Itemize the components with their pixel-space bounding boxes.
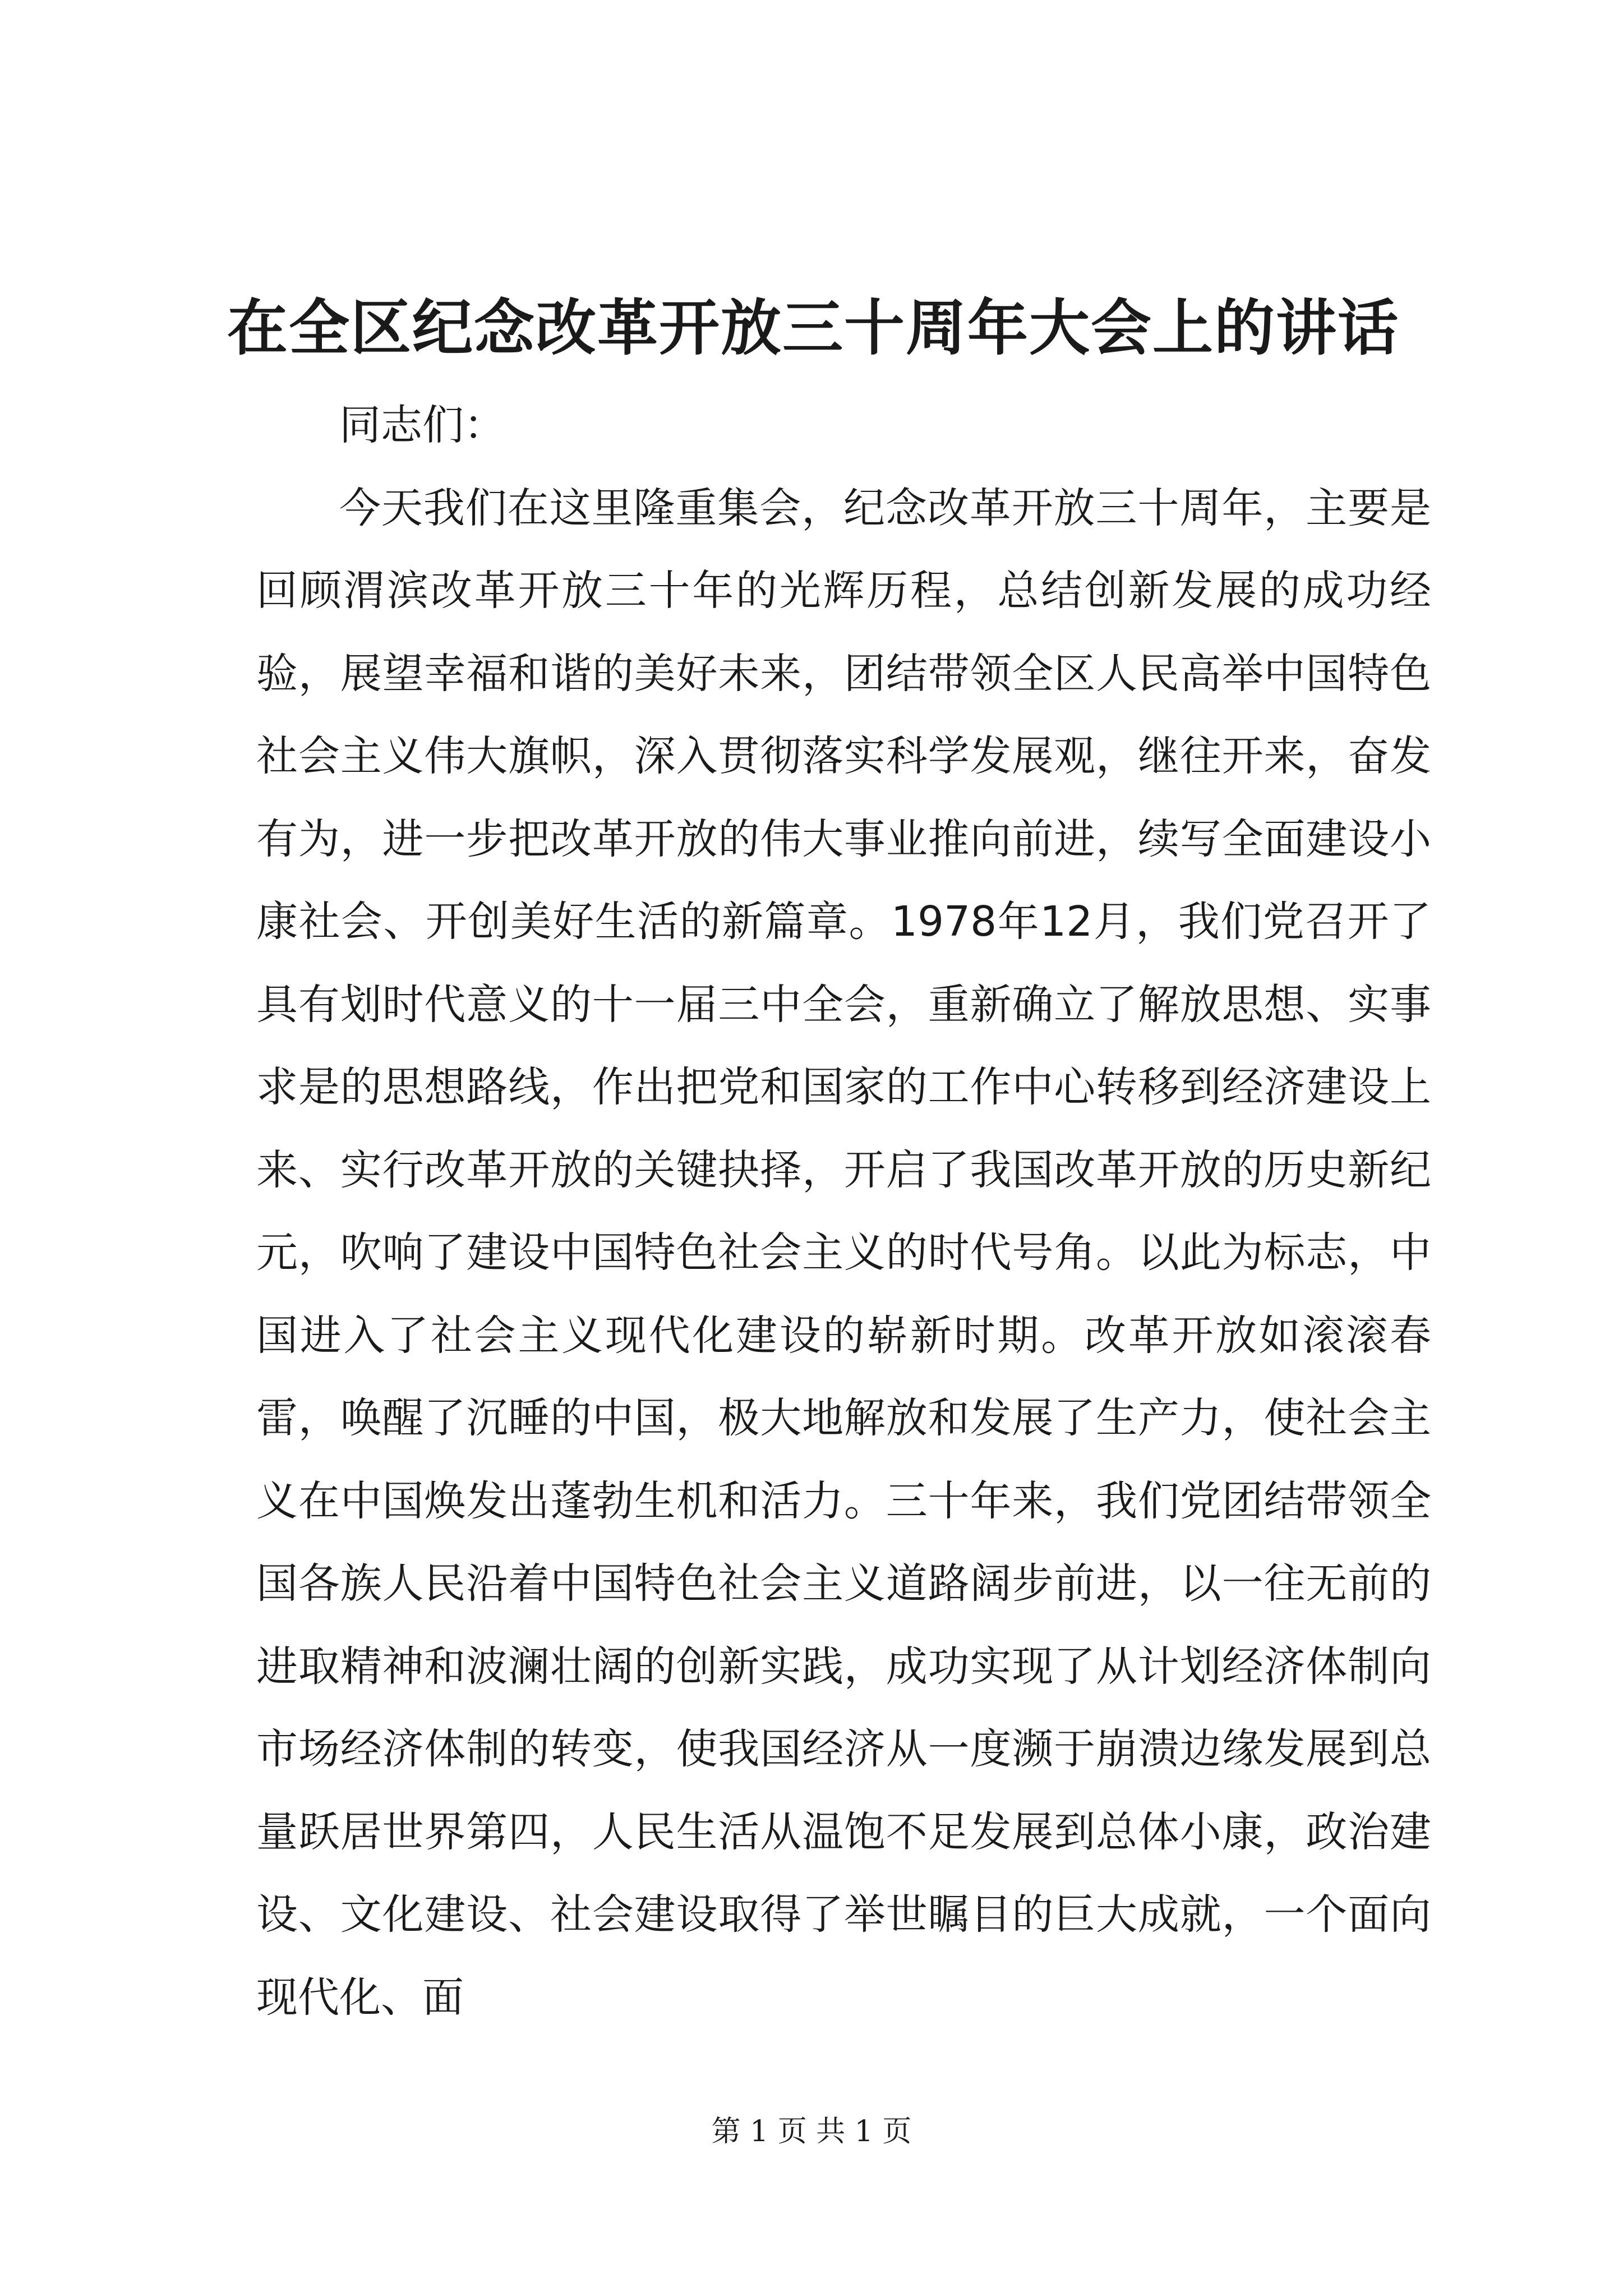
- body-paragraph: 今天我们在这里隆重集会，纪念改革开放三十周年，主要是回顾渭滨改革开放三十年的光辉历程，总结创新发展的成功经验，展望幸福和谐的美好未来，团结带领全区人民高举中国特色社会主义伟大旗帜，深入贯彻落实科学发展观，继往开来，奋发有为，进一步把改革开放的伟大事业推向前进，续写全面建设小康社会、开创美好生活的新篇章。1978年12月，我们党召开了具有划时代意义的十一届三中全会，重新确立了解放思想、实事求是的思想路线，作出把党和国家的工作中心转移到经济建设上来、实行改革开放的关键抉择，开启了我国改革开放的历史新纪元，吹响了建设中国特色社会主义的时代号角。以此为标志，中国进入了社会主义现代化建设的崭新时期。改革开放如滚滚春雷，唤醒了沉睡的中国，极大地解放和发展了生产力，使社会主义在中国焕发出蓬勃生机和活力。三十年来，我们党团结带领全国各族人民沿着中国特色社会主义道路阔步前进，以一往无前的进取精神和波澜壮阔的创新实践，成功实现了从计划经济体制向市场经济体制的转变，使我国经济从一度濒于崩溃边缘发展到总量跃居世界第四，人民生活从温饱不足发展到总体小康，政治建设、文化建设、社会建设取得了举世瞩目的巨大成就，一个面向现代化、面: [256, 484, 1431, 2022]
- document-title: 在全区纪念改革开放三十周年大会上的讲话: [227, 293, 1399, 364]
- salutation: 同志们：: [339, 401, 505, 449]
- page-footer: 第 1 页 共 1 页: [711, 2115, 912, 2148]
- document-body: [256, 384, 1431, 2039]
